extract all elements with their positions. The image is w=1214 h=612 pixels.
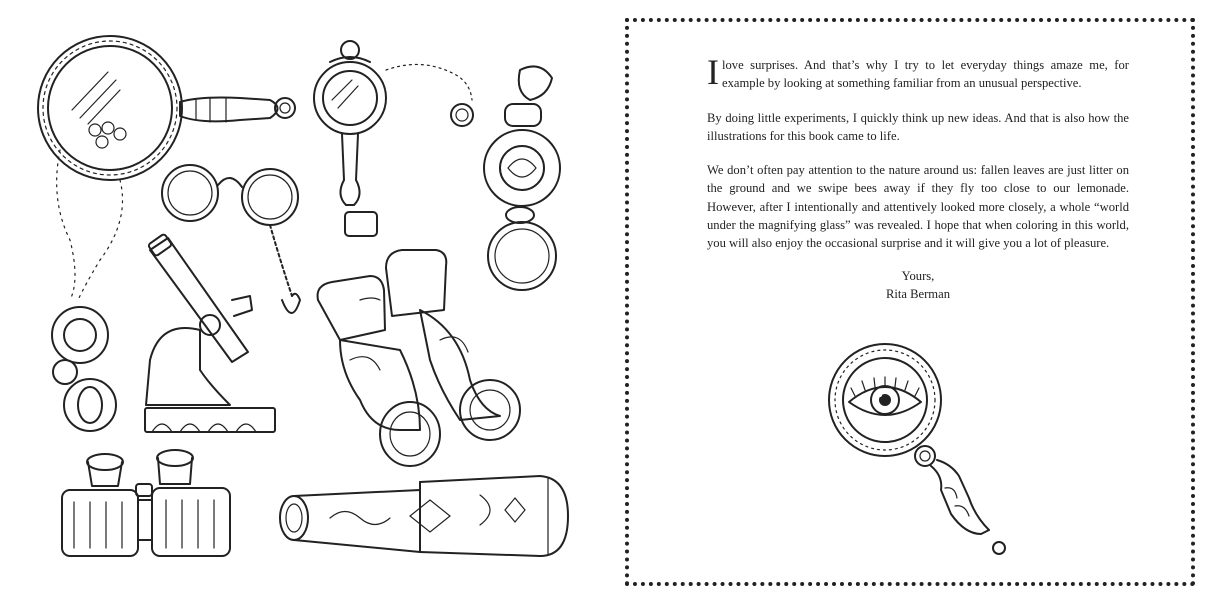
signature: Rita Berman xyxy=(885,286,950,301)
binoculars-large xyxy=(318,250,520,466)
paragraph-3: We don’t often pay attention to the nature around us: fallen leaves are just litter on the ground and we swipe bees away if they fly too close to our lemonade. However, after I intentionally and attentively looked more closely, a whole “world under the magnifying glass” was revealed. I hope that when coloring in this world, you will also enjoy the occasional surprise and it will give you a lot of pleasure. xyxy=(707,163,1129,251)
microscope xyxy=(145,234,275,432)
pince-nez-spectacles xyxy=(162,165,300,313)
closing: Yours, xyxy=(901,268,935,283)
paragraph-1-text: love surprises. And that’s why I try to let everyday things amaze me, for example by looking at something familiar from an unusual perspective. xyxy=(722,58,1129,91)
optical-instruments-illustration xyxy=(0,0,607,607)
pendant-hand-mirror xyxy=(314,41,473,236)
opera-glasses xyxy=(62,450,230,556)
folding-lorgnette xyxy=(484,66,560,290)
signoff xyxy=(707,267,1129,304)
foreword-text xyxy=(707,52,1129,303)
hand-mirror-with-chain xyxy=(38,36,295,431)
eye-magnifier-illustration xyxy=(815,338,1015,560)
text-page xyxy=(607,0,1214,607)
paragraph-1 xyxy=(707,52,1129,93)
paragraph-2: By doing little experiments, I quickly think up new ideas. And that is also how the illustrations for this book came to life. xyxy=(707,110,1129,143)
spyglass-telescope xyxy=(280,476,568,556)
drop-cap: I xyxy=(707,52,719,92)
illustration-page xyxy=(0,0,607,607)
